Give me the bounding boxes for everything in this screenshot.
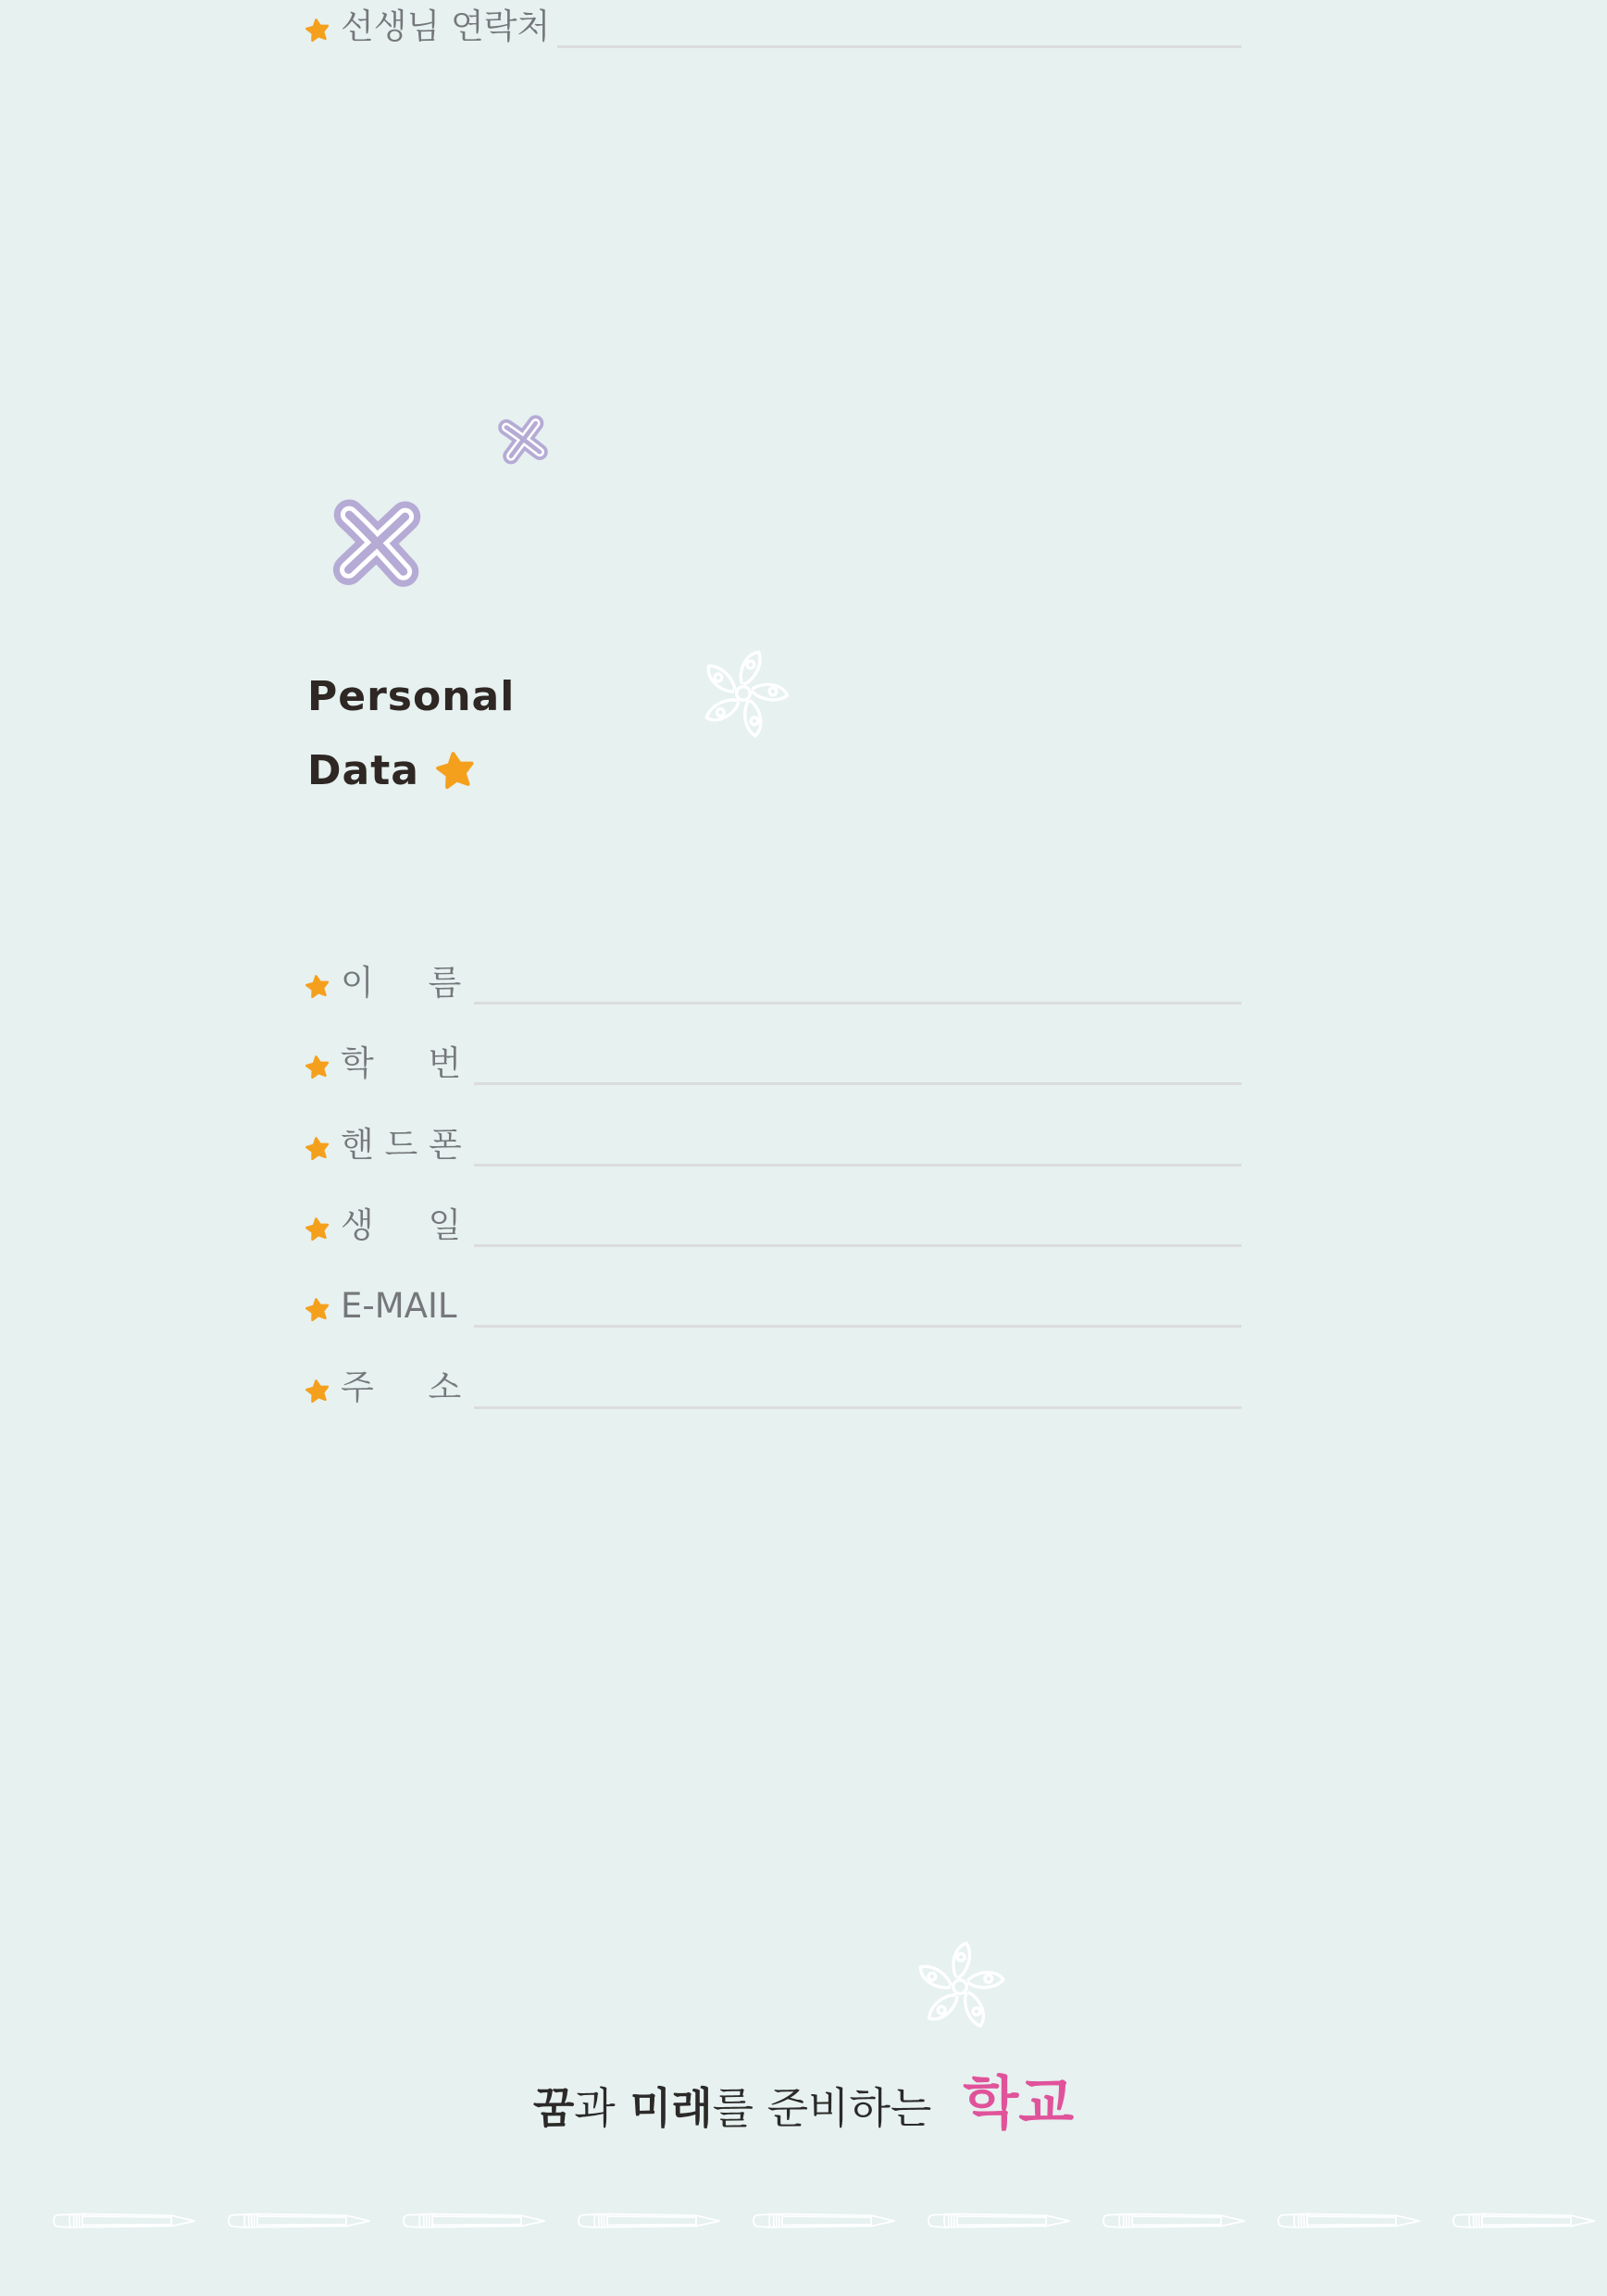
field-row-student-number (305, 1037, 1241, 1085)
pencil-icon (1276, 2211, 1424, 2231)
email-input[interactable] (474, 1282, 1241, 1328)
student-number-input[interactable] (474, 1040, 1241, 1085)
footer-phrase-prepare: 를 준비하는 (712, 2083, 932, 2133)
field-label-email: E-MAIL (341, 1286, 457, 1327)
star-icon (304, 1054, 330, 1079)
flower-doodle-top-icon (684, 635, 803, 753)
pencil-icon (926, 2211, 1074, 2231)
title-star-icon (433, 749, 477, 791)
footer-word-school: 학교 (963, 2069, 1075, 2137)
teacher-contact-input[interactable] (557, 3, 1241, 48)
pencil-icon (51, 2211, 199, 2231)
star-icon (304, 1135, 330, 1161)
star-icon (304, 973, 330, 999)
page-title-line1 (307, 659, 515, 733)
field-label-address: 주 소 (341, 1367, 462, 1408)
field-row-name (305, 956, 1241, 1004)
field-row-birthday (305, 1199, 1241, 1247)
field-label-teacher-contact: 선생님 연락처 (341, 6, 551, 47)
star-icon (304, 1296, 330, 1322)
field-row-teacher-contact (305, 0, 1241, 48)
x-doodle-small-icon (492, 410, 556, 471)
field-label-mobile-phone: 핸 드 폰 (341, 1125, 462, 1166)
pencil-icon (1451, 2211, 1599, 2231)
pencil-icon (751, 2211, 899, 2231)
star-icon (304, 17, 330, 43)
star-icon (304, 1216, 330, 1242)
field-label-birthday: 생 일 (341, 1205, 462, 1246)
title-text-data: Data (307, 746, 419, 794)
footer-word-future: 미래 (629, 2083, 713, 2133)
field-row-mobile-phone (305, 1118, 1241, 1167)
page-title (307, 659, 515, 807)
star-icon (304, 1378, 330, 1404)
page-title-line2 (307, 733, 515, 807)
field-label-name: 이 름 (341, 963, 462, 1004)
title-text-personal: Personal (307, 672, 516, 720)
name-input[interactable] (474, 959, 1241, 1004)
address-input[interactable] (474, 1364, 1241, 1409)
birthday-input[interactable] (474, 1202, 1241, 1247)
mobile-phone-input[interactable] (474, 1121, 1241, 1167)
field-row-address (305, 1361, 1241, 1409)
field-label-student-number: 학 번 (341, 1043, 462, 1084)
pencil-icon (226, 2211, 374, 2231)
footer-word-dream: 꿈 (532, 2083, 575, 2133)
pencil-icon (1101, 2211, 1249, 2231)
pencil-icon (401, 2211, 549, 2231)
x-doodle-large-icon (317, 491, 438, 600)
footer-slogan (0, 2057, 1607, 2140)
pencil-icon (576, 2211, 724, 2231)
flower-doodle-bottom-icon (905, 1931, 1015, 2041)
footer-particle-and: 과 (574, 2083, 616, 2133)
field-row-email (305, 1279, 1241, 1328)
pencil-border (0, 2211, 1607, 2233)
